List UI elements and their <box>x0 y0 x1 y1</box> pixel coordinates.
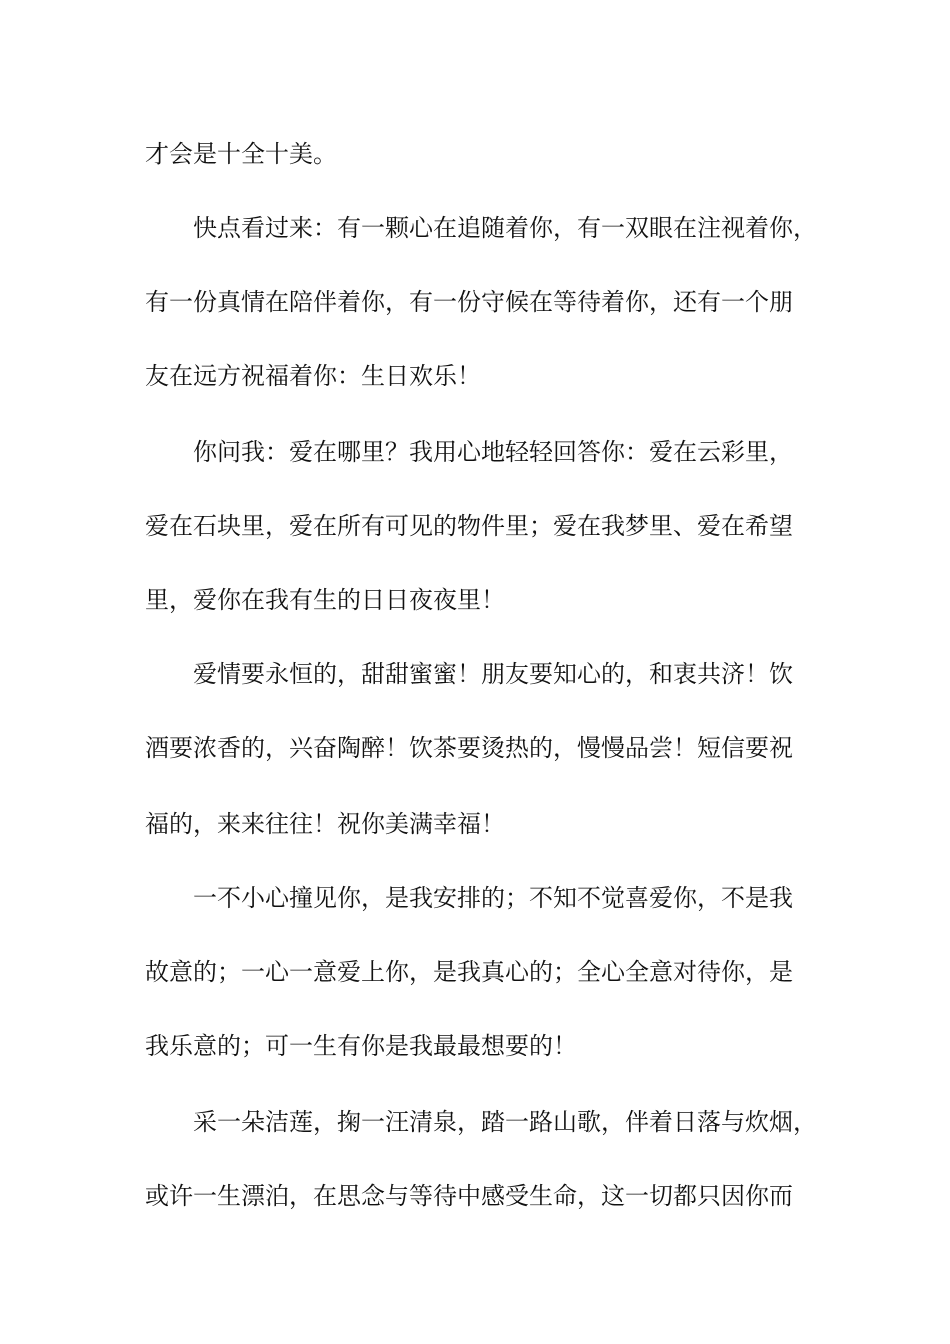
text-line: 有一份真情在陪伴着你，有一份守候在等待着你，还有一个朋 <box>145 288 793 316</box>
text-line: 福的，来来往往！祝你美满幸福！ <box>145 810 505 838</box>
text-line: 我乐意的；可一生有你是我最最想要的！ <box>145 1032 577 1060</box>
text-line: 爱在石块里，爱在所有可见的物件里；爱在我梦里、爱在希望 <box>145 512 793 540</box>
text-line: 酒要浓香的，兴奋陶醉！饮茶要烫热的，慢慢品尝！短信要祝 <box>145 734 793 762</box>
paragraph-start-line: 一不小心撞见你，是我安排的；不知不觉喜爱你，不是我 <box>193 884 793 912</box>
text-line: 或许一生漂泊，在思念与等待中感受生命，这一切都只因你而 <box>145 1182 793 1210</box>
paragraph-start-line: 你问我：爱在哪里？我用心地轻轻回答你：爱在云彩里， <box>193 438 793 466</box>
text-line: 才会是十全十美。 <box>145 140 337 168</box>
paragraph-start-line: 采一朵洁莲，掬一汪清泉，踏一路山歌，伴着日落与炊烟， <box>193 1108 817 1136</box>
text-line: 故意的；一心一意爱上你，是我真心的；全心全意对待你，是 <box>145 958 793 986</box>
paragraph-start-line: 快点看过来：有一颗心在追随着你，有一双眼在注视着你， <box>193 214 817 242</box>
text-line: 友在远方祝福着你：生日欢乐！ <box>145 362 481 390</box>
text-line: 里，爱你在我有生的日日夜夜里！ <box>145 586 505 614</box>
paragraph-start-line: 爱情要永恒的，甜甜蜜蜜！朋友要知心的，和衷共济！饮 <box>193 660 793 688</box>
